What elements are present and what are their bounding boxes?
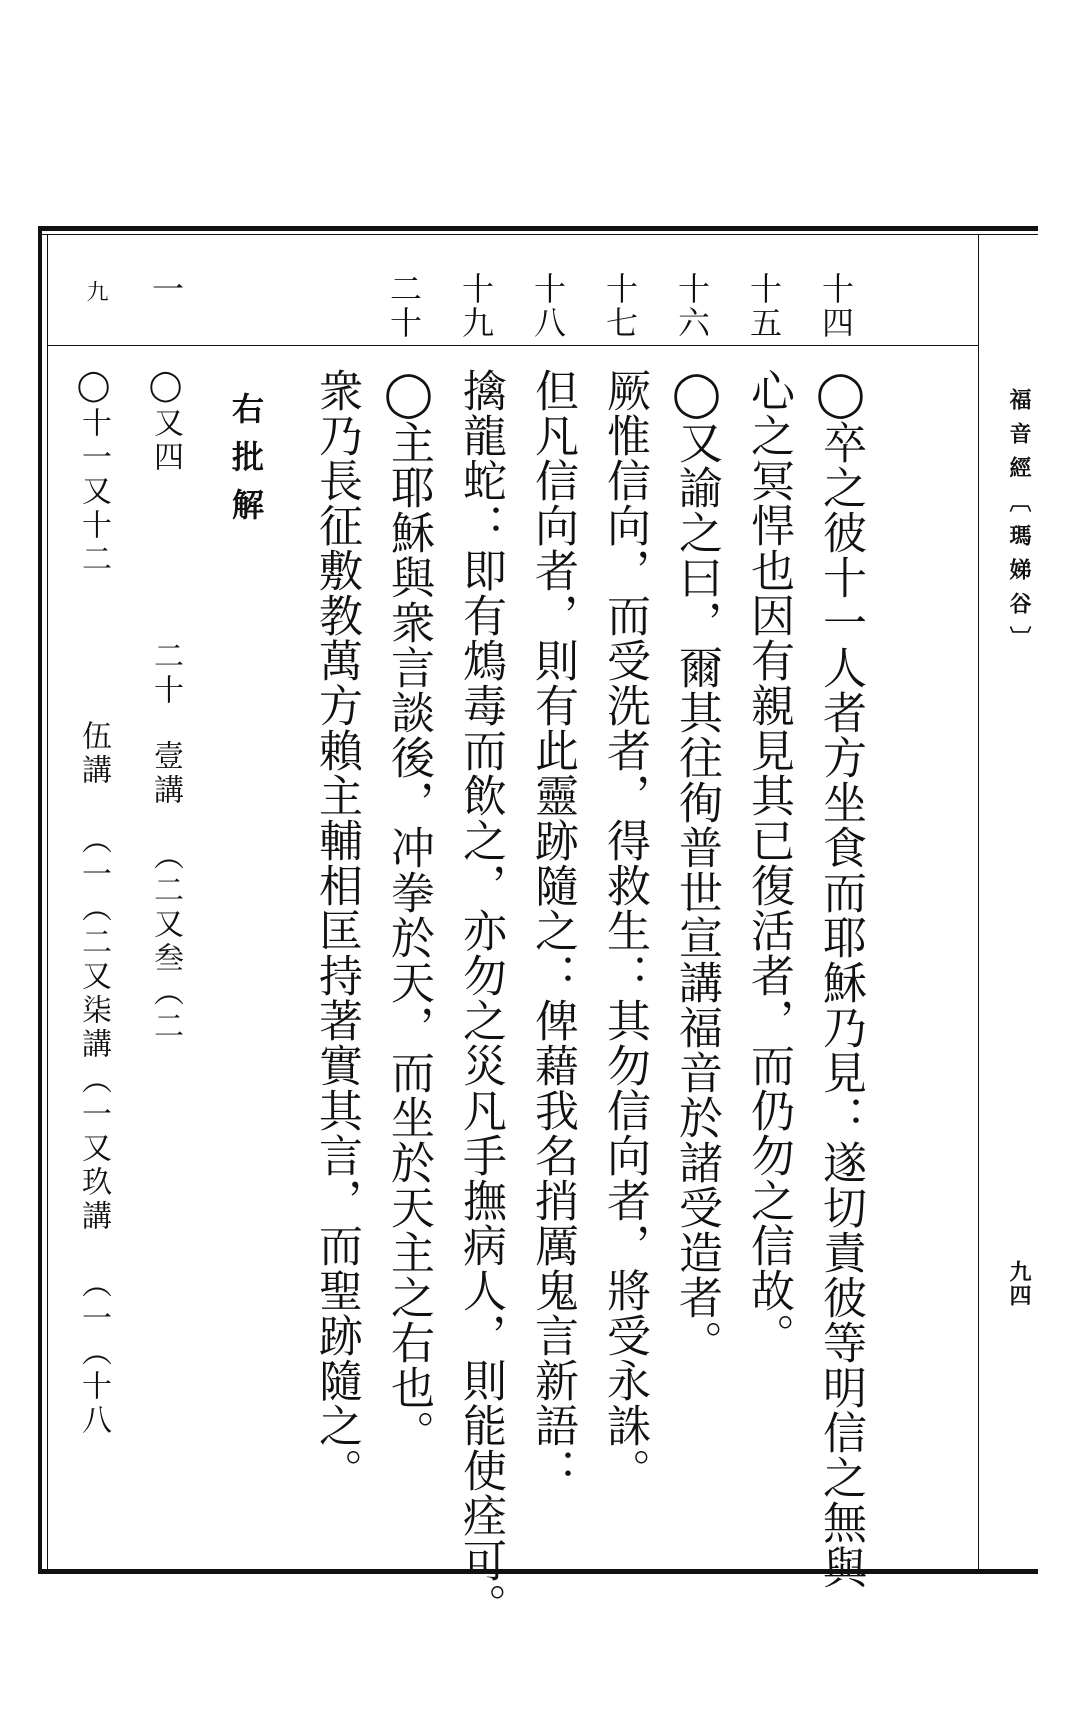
verse-text: 擒龍蛇：即有鴆毒而飲之，亦勿之災凡手撫病人，則能使痊可。 (455, 368, 506, 1628)
verse-number: 十九 (457, 272, 495, 340)
commentary-ref: （二又叁（二 (148, 840, 183, 1044)
verse-number: 十四 (817, 272, 855, 340)
commentary-number: 九 (83, 280, 108, 302)
verse-number-divider (48, 345, 978, 346)
commentary-heading: 右批解 (227, 392, 265, 536)
verse-number: 十六 (673, 272, 711, 340)
commentary-ref: （十八 (76, 1336, 111, 1438)
verse-text: 衆乃長征敷教萬方賴主輔相匡持著實其言，而聖跡隨之。 (311, 368, 362, 1493)
verse-number: 十五 (745, 272, 783, 340)
commentary-number: 一 (147, 272, 185, 306)
border-left-inner (47, 234, 48, 1569)
border-top-inner (38, 234, 1038, 235)
verse-number: 十八 (529, 272, 567, 340)
verse-text: ◯主耶穌與衆言談後，冲拳於天，而坐於天主之右也。 (383, 368, 434, 1455)
commentary-ref: 壹講 (148, 740, 183, 808)
verse-text: ◯又諭之曰，爾其往徇普世宣講福音於諸受造者。 (671, 368, 722, 1365)
commentary-ref: （一 (76, 1268, 111, 1336)
commentary-ref: （一又玖講 (76, 1064, 111, 1234)
verse-number: 二十 (385, 272, 423, 340)
page-number: 九四 (1006, 1260, 1032, 1308)
verse-text: ◯卒之彼十一人者方坐食而耶穌乃見：遂切責彼等明信之無與 (815, 368, 866, 1590)
border-right-inner (978, 234, 979, 1569)
commentary-ref: ◯又四 (148, 368, 183, 475)
border-bottom (38, 1569, 1038, 1574)
commentary-ref: ◯十一又十二 (76, 368, 111, 577)
running-title: 福音經〔瑪娣谷〕 (1006, 388, 1032, 660)
verse-text: 心之冥悍也因有親見其已復活者，而仍勿之信故。 (743, 368, 794, 1358)
commentary-ref: 伍講 (76, 720, 111, 788)
verse-text: 但凡信向者，則有此靈跡隨之：俾藉我名捎厲鬼言新語： (527, 368, 578, 1493)
commentary-ref: （一（二又柒講 (76, 824, 111, 1062)
verse-text: 厥惟信向，而受洗者，得救生：其勿信向者，將受永誅。 (599, 368, 650, 1493)
border-top (38, 226, 1038, 231)
verse-number: 十七 (601, 272, 639, 340)
commentary-ref: 二十 (148, 640, 183, 708)
border-left (38, 226, 42, 1574)
